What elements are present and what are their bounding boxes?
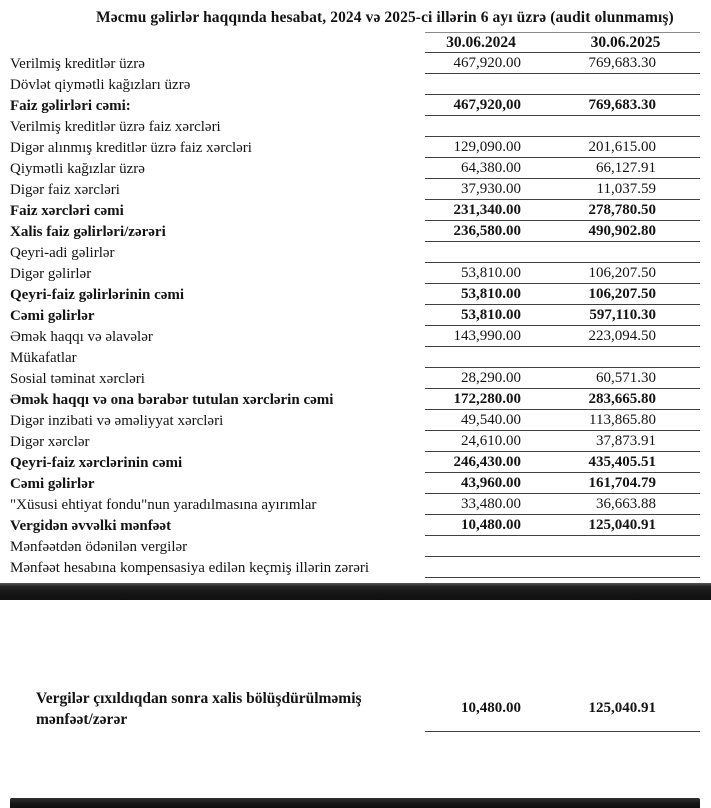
value-2024: 10,480.00 bbox=[461, 516, 521, 533]
row-values bbox=[425, 284, 700, 305]
table-row bbox=[0, 263, 711, 284]
row-label: Dövlət qiymətli kağızları üzrə bbox=[10, 76, 191, 93]
table-row bbox=[0, 473, 711, 494]
value-2025: 106,207.50 bbox=[588, 264, 656, 281]
value-2024: 24,610.00 bbox=[461, 432, 521, 449]
table-row bbox=[0, 410, 711, 431]
value-2025: 113,865.80 bbox=[589, 411, 656, 428]
row-label: Mənfəətdən ödənilən vergilər bbox=[10, 538, 188, 555]
value-2024: 33,480.00 bbox=[461, 495, 521, 512]
net-profit-section bbox=[0, 686, 711, 732]
row-values bbox=[425, 326, 700, 347]
table-row bbox=[0, 494, 711, 515]
value-2025: 283,665.80 bbox=[588, 390, 656, 407]
row-values bbox=[425, 221, 700, 242]
table-row bbox=[0, 95, 711, 116]
row-values bbox=[425, 242, 700, 263]
row-values bbox=[425, 347, 700, 368]
value-2024: 467,920.00 bbox=[453, 54, 521, 71]
row-label: Digər inzibati və əməliyyat xərcləri bbox=[10, 412, 224, 429]
value-2024: 43,960.00 bbox=[461, 474, 521, 491]
row-values bbox=[425, 74, 700, 95]
net-profit-label: Vergilər çıxıldıqdan sonra xalis bölüşdürülməmiş mənfəət/zərər bbox=[36, 690, 362, 728]
value-2025: 435,405.51 bbox=[588, 453, 656, 470]
table-row bbox=[0, 368, 711, 389]
row-label: Digər xərclər bbox=[10, 433, 90, 450]
row-label: Qiymətli kağızlar üzrə bbox=[10, 160, 145, 177]
row-label: Cəmi gəlirlər bbox=[10, 307, 95, 324]
value-2025: 125,040.91 bbox=[588, 516, 656, 533]
row-values bbox=[425, 263, 700, 284]
row-values bbox=[425, 116, 700, 137]
row-values bbox=[425, 389, 700, 410]
value-2025: 490,902.80 bbox=[588, 222, 656, 239]
row-label: Digər alınmış kreditlər üzrə faiz xərcləri bbox=[10, 139, 252, 156]
net-profit-2024: 10,480.00 bbox=[461, 700, 521, 716]
header-date-columns bbox=[425, 32, 700, 53]
row-label: Faiz xərcləri cəmi bbox=[10, 202, 124, 219]
value-2024: 236,580.00 bbox=[453, 222, 521, 239]
value-2024: 53,810.00 bbox=[461, 306, 521, 323]
row-values bbox=[425, 137, 700, 158]
row-values bbox=[425, 557, 700, 578]
table-row bbox=[0, 242, 711, 263]
row-values bbox=[425, 179, 700, 200]
value-2024: 172,280.00 bbox=[453, 390, 521, 407]
table-row bbox=[0, 179, 711, 200]
row-values bbox=[425, 158, 700, 179]
value-2025: 106,207.50 bbox=[588, 285, 656, 302]
net-profit-2025: 125,040.91 bbox=[588, 700, 656, 716]
table-row bbox=[0, 431, 711, 452]
row-values bbox=[425, 200, 700, 221]
value-2024: 129,090.00 bbox=[453, 138, 521, 155]
row-values bbox=[425, 515, 700, 536]
row-label: Faiz gəlirləri cəmi: bbox=[10, 97, 131, 114]
income-statement-table bbox=[0, 32, 711, 578]
row-values bbox=[425, 473, 700, 494]
table-row bbox=[0, 221, 711, 242]
row-label: Xalis faiz gəlirləri/zərəri bbox=[10, 223, 166, 240]
table-header-row bbox=[0, 32, 711, 53]
table-row bbox=[0, 137, 711, 158]
row-label: Sosial təminat xərcləri bbox=[10, 370, 145, 387]
table-row bbox=[0, 515, 711, 536]
row-label: Verilmiş kreditlər üzrə bbox=[10, 55, 145, 72]
value-2024: 28,290.00 bbox=[461, 369, 521, 386]
row-label: Qeyri-faiz gəlirlərinin cəmi bbox=[10, 286, 185, 303]
value-2025: 66,127.91 bbox=[596, 159, 656, 176]
column-header-2024: 30.06.2024 bbox=[446, 33, 516, 51]
row-values bbox=[425, 431, 700, 452]
row-label: Mənfəət hesabına kompensasiya edilən keçmiş illərin zərəri bbox=[10, 559, 370, 576]
table-row bbox=[0, 452, 711, 473]
value-2024: 49,540.00 bbox=[461, 411, 521, 428]
value-2025: 597,110.30 bbox=[589, 306, 656, 323]
value-2024: 37,930.00 bbox=[461, 180, 521, 197]
value-2025: 201,615.00 bbox=[588, 138, 656, 155]
net-profit-values bbox=[425, 686, 700, 732]
table-row bbox=[0, 53, 711, 74]
column-header-2025: 30.06.2025 bbox=[590, 33, 661, 51]
value-2025: 278,780.50 bbox=[588, 201, 656, 218]
report-title: Məcmu gəlirlər haqqında hesabat, 2024 və 2025-ci illərin 6 ayı üzrə (audit olunmamış) bbox=[96, 9, 674, 26]
table-rows bbox=[0, 53, 711, 578]
row-label: Vergidən əvvəlki mənfəət bbox=[10, 517, 172, 534]
value-2025: 60,571.30 bbox=[596, 369, 656, 386]
value-2024: 53,810.00 bbox=[461, 285, 521, 302]
value-2024: 64,380.00 bbox=[461, 159, 521, 176]
row-label: Digər faiz xərcləri bbox=[10, 181, 120, 198]
row-label: Cəmi gəlirlər bbox=[10, 475, 95, 492]
row-label: Mükafatlar bbox=[10, 349, 77, 366]
row-label: Verilmiş kreditlər üzrə faiz xərcləri bbox=[10, 118, 221, 135]
table-row bbox=[0, 158, 711, 179]
row-values bbox=[425, 53, 700, 74]
table-row bbox=[0, 284, 711, 305]
table-row bbox=[0, 536, 711, 557]
table-row bbox=[0, 74, 711, 95]
value-2024: 231,340.00 bbox=[453, 201, 521, 218]
table-row bbox=[0, 557, 711, 578]
value-2024: 143,990.00 bbox=[453, 327, 521, 344]
value-2024: 53,810.00 bbox=[461, 264, 521, 281]
row-label: Əmək haqqı və ona bərabər tutulan xərclərin cəmi bbox=[10, 391, 334, 408]
table-row bbox=[0, 326, 711, 347]
table-row bbox=[0, 389, 711, 410]
value-2024: 246,430.00 bbox=[453, 453, 521, 470]
row-label: "Xüsusi ehtiyat fondu"nun yaradılmasına ayırımlar bbox=[10, 496, 317, 513]
row-values bbox=[425, 452, 700, 473]
row-label: Əmək haqqı və əlavələr bbox=[10, 328, 153, 345]
row-label: Qeyri-faiz xərclərinin cəmi bbox=[10, 454, 183, 471]
row-values bbox=[425, 410, 700, 431]
table-row bbox=[0, 347, 711, 368]
row-values bbox=[425, 536, 700, 557]
table-row bbox=[0, 305, 711, 326]
table-row bbox=[0, 200, 711, 221]
value-2025: 769,683.30 bbox=[588, 54, 656, 71]
bottom-separator-band bbox=[10, 798, 700, 808]
row-values bbox=[425, 368, 700, 389]
row-values bbox=[425, 305, 700, 326]
page-separator-band bbox=[0, 583, 711, 600]
value-2025: 11,037.59 bbox=[596, 180, 656, 197]
value-2024: 467,920,00 bbox=[453, 96, 521, 113]
row-values bbox=[425, 95, 700, 116]
value-2025: 769,683.30 bbox=[588, 96, 656, 113]
value-2025: 161,704.79 bbox=[588, 474, 656, 491]
table-row bbox=[0, 116, 711, 137]
row-label: Digər gəlirlər bbox=[10, 265, 92, 282]
value-2025: 223,094.50 bbox=[588, 327, 656, 344]
value-2025: 36,663.88 bbox=[596, 495, 656, 512]
row-values bbox=[425, 494, 700, 515]
value-2025: 37,873.91 bbox=[596, 432, 656, 449]
row-label: Qeyri-adi gəlirlər bbox=[10, 244, 115, 261]
